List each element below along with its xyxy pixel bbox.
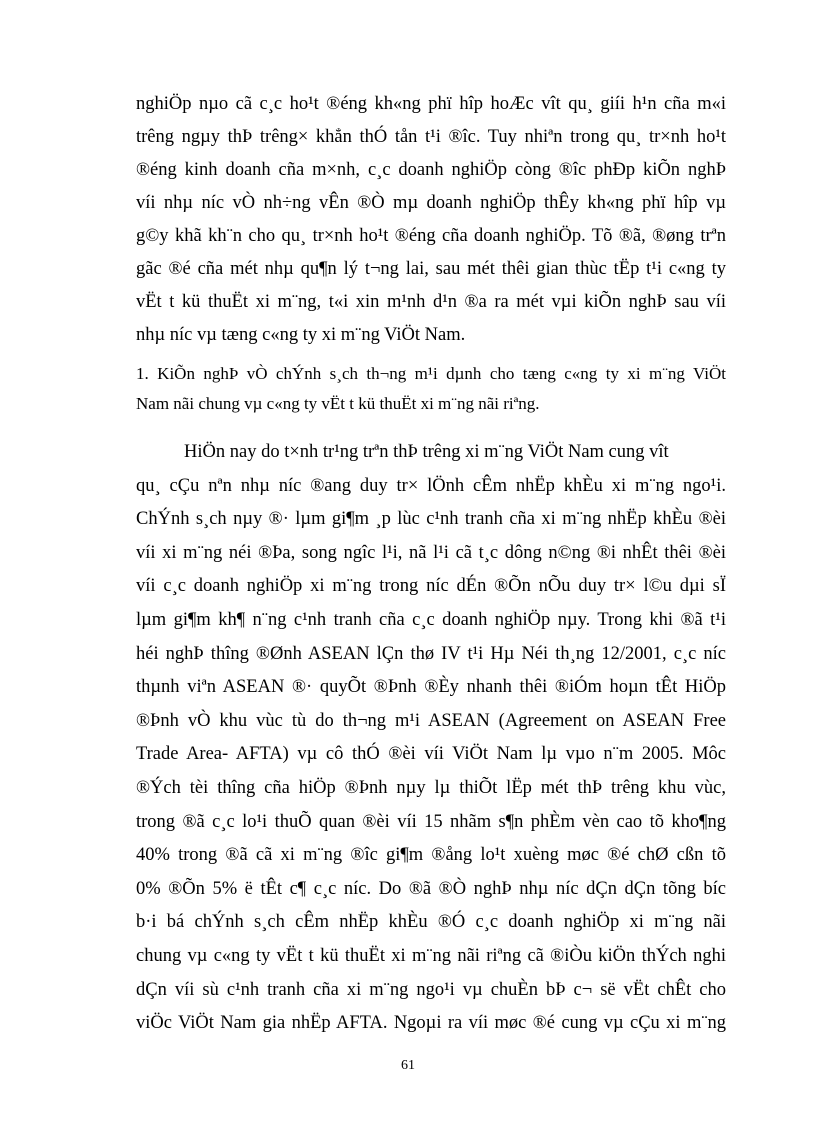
heading-line: Nam nãi chung vµ c«ng ty vËt t kü thuËt xi m¨ng nãi riªng. bbox=[136, 394, 540, 413]
text-line: ®éng kinh doanh cña m×nh, c¸c doanh nghiÖp còng ®îc phÐp kiÕn nghÞ bbox=[136, 160, 726, 180]
text-line: HiÖn nay do t×nh tr¹ng trªn thÞ trêng xi m¨ng ViÖt Nam cung vît bbox=[184, 442, 669, 462]
text-line: víi nhµ níc vÒ nh÷ng vÊn ®Ò mµ doanh nghiÖp thÊy kh«ng phï hîp vµ bbox=[136, 193, 726, 213]
text-line: ChÝnh s¸ch nµy ®· lµm gi¶m ¸p lùc c¹nh tranh cña xi m¨ng nhËp khÈu ®èi bbox=[136, 509, 726, 530]
text-line: chung vµ c«ng ty vËt t kü thuËt xi m¨ng nãi riªng cã ®iÒu kiÖn thÝch nghi bbox=[136, 946, 726, 966]
text-line: qu¸ cÇu nªn nhµ níc ®ang duy tr× lÖnh cÊm nhËp khÈu xi m¨ng ngo¹i. bbox=[136, 475, 726, 496]
text-line: trêng ngµy thÞ trêng× khẳn thÓ tån t¹i ®îc. Tuy nhiªn trong qu¸ tr×nh ho¹t bbox=[136, 127, 726, 147]
heading-line: 1. KiÕn nghÞ vÒ chÝnh s¸ch th¬ng m¹i dµnh cho tæng c«ng ty xi m¨ng ViÖt bbox=[136, 364, 726, 383]
text-line: g©y khã kh¨n cho qu¸ tr×nh ho¹t ®éng cña doanh nghiÖp. Tõ ®ã, ®øng trªn bbox=[136, 226, 726, 246]
page-number: 61 bbox=[401, 1058, 415, 1073]
text-line: víi xi m¨ng néi ®Þa, song ngîc l¹i, nã l¹i cã t¸c dông n©ng ®i nhÊt thêi ®èi bbox=[136, 542, 726, 563]
text-line: héi nghÞ thîng ®Ønh ASEAN lÇn thø IV t¹i Hµ Néi th¸ng 12/2001, c¸c níc bbox=[136, 643, 726, 664]
text-line: víi c¸c doanh nghiÖp xi m¨ng trong níc dÉn ®Õn nÕu duy tr× l©u dµi sÏ bbox=[136, 576, 726, 597]
text-line: trong ®ã c¸c lo¹i thuÕ quan ®èi víi 15 nhãm s¶n phÈm vèn cao tõ kho¶ng bbox=[136, 811, 726, 832]
text-line: ®Ých tèi thîng cña hiÖp ®Þnh nµy lµ thiÕt lËp mét thÞ trêng khu vùc, bbox=[136, 778, 726, 798]
text-line: nhµ níc vµ tæng c«ng ty xi m¨ng ViÖt Nam. bbox=[136, 325, 466, 345]
text-line: b·i bá chÝnh s¸ch cÊm nhËp khÈu ®Ó c¸c doanh nghiÖp xi m¨ng nãi bbox=[136, 912, 726, 933]
text-line: gãc ®é cña mét nhµ qu¶n lý t¬ng lai, sau mét thêi gian thùc tËp t¹i c«ng ty bbox=[136, 259, 726, 279]
text-line: lµm gi¶m kh¶ n¨ng c¹nh tranh cña c¸c doanh nghiÖp nµy. Trong khi ®ã t¹i bbox=[136, 610, 726, 630]
text-line: 40% trong ®ã cã xi m¨ng ®îc gi¶m ®ång lo¹t xuèng møc ®é chØ cßn tõ bbox=[136, 845, 726, 866]
text-line: ®Þnh vÒ khu vùc tù do th¬ng m¹i ASEAN (Agreement on ASEAN Free bbox=[136, 710, 726, 731]
text-line: Trade Area- AFTA) vµ cô thÓ ®èi víi ViÖt Nam lµ vµo n¨m 2005. Môc bbox=[136, 744, 726, 765]
text-line: viÖc ViÖt Nam gia nhËp AFTA. Ngoµi ra víi møc ®é cung vµ cÇu xi m¨ng bbox=[136, 1013, 726, 1034]
text-line: vËt t kü thuËt xi m¨ng, t«i xin m¹nh d¹n ®a ra mét vµi kiÕn nghÞ sau víi bbox=[136, 292, 726, 312]
text-line: 0% ®Õn 5% ë tÊt c¶ c¸c níc. Do ®ã ®Ò nghÞ nhµ níc dÇn dÇn tõng bíc bbox=[136, 878, 726, 899]
text-line: nghiÖp nµo cã c¸c ho¹t ®éng kh«ng phï hîp hoÆc vît qu¸ giíi h¹n cña m«i bbox=[136, 94, 726, 114]
text-line: thµnh viªn ASEAN ®· quyÕt ®Þnh ®Èy nhanh thêi ®iÓm hoµn tÊt HiÖp bbox=[136, 677, 726, 698]
text-line: dÇn víi sù c¹nh tranh cña xi m¨ng ngo¹i vµ chuÈn bÞ c¬ së vËt chÊt cho bbox=[136, 979, 726, 1000]
